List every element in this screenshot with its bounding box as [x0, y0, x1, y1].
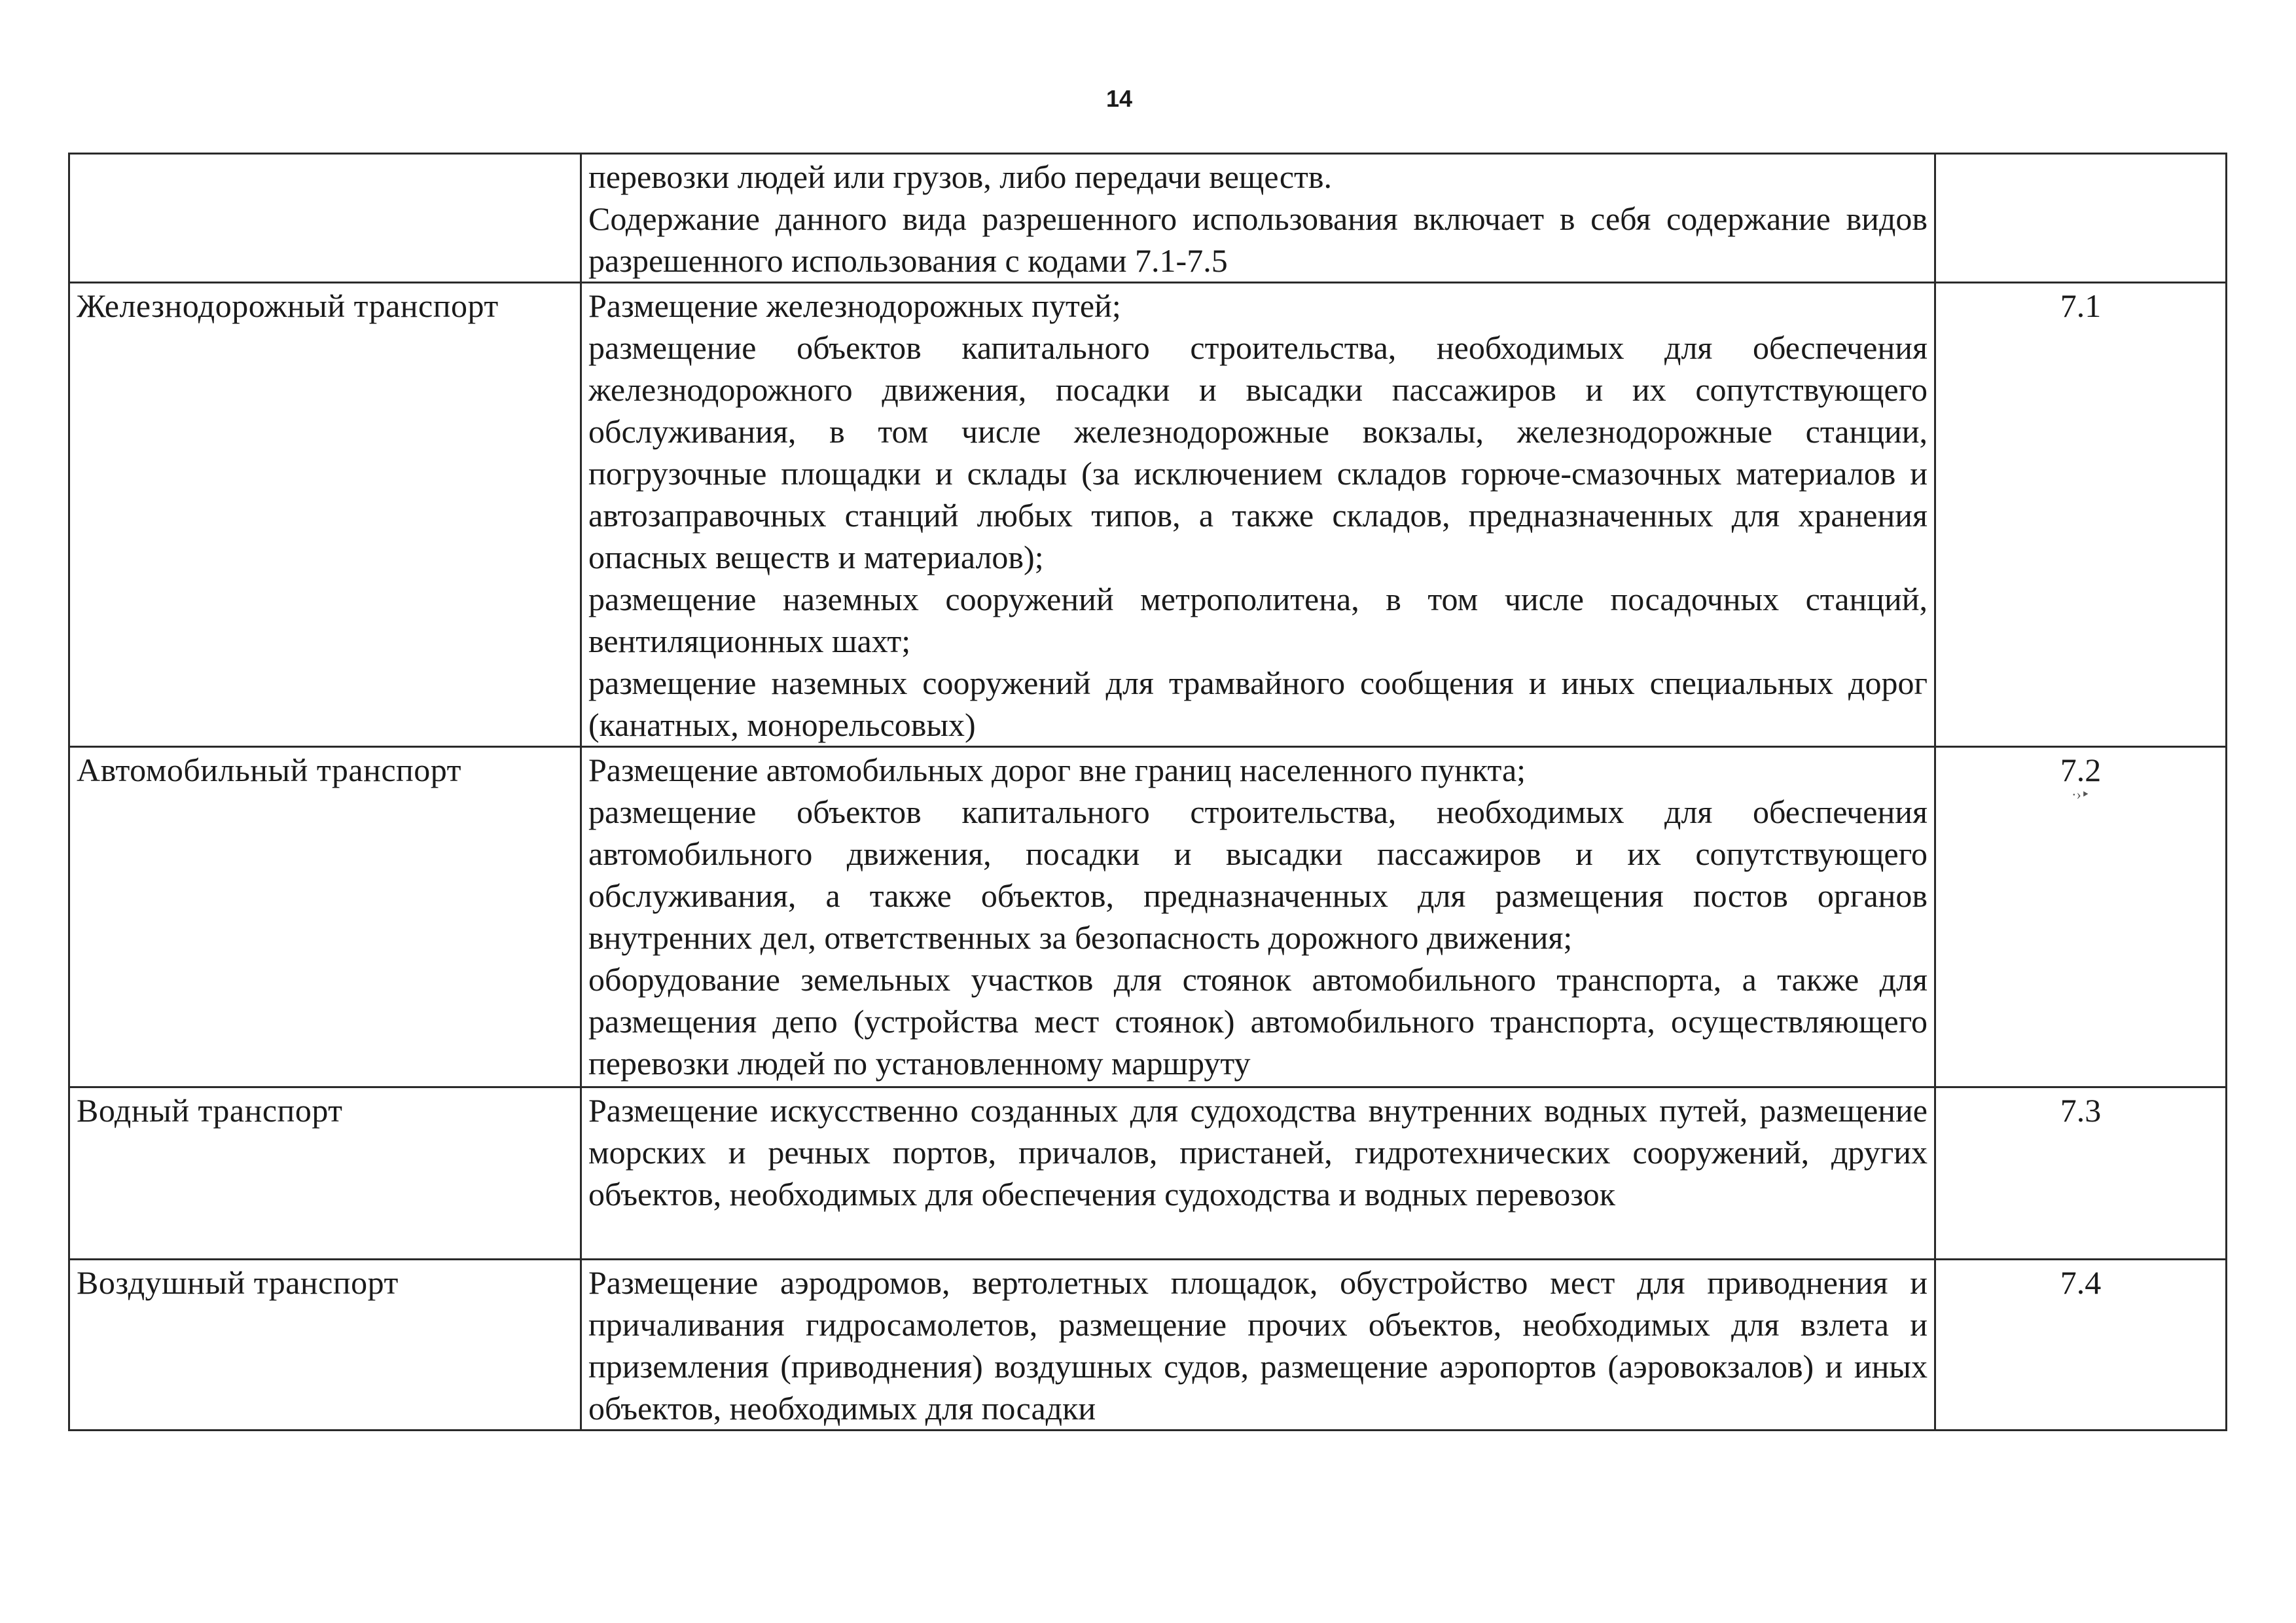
use-type-code: 7.3: [1935, 1087, 2227, 1260]
table-row: [69, 283, 2227, 747]
description-paragraph: размещение наземных сооружений метрополитена, в том числе посадочных станций, вентиляционных шахт;: [588, 581, 1928, 659]
use-type-description: [581, 747, 1935, 1087]
use-type-code-cell: [1935, 747, 2227, 1087]
description-paragraph: Размещение искусственно созданных для судоходства внутренних водных путей, размещение морских и речных портов, причалов, пристаней, гидротехнических сооружений, других объектов, необходимых для обеспечения судоходства и водных перевозок: [588, 1092, 1928, 1213]
use-type-name: Автомобильный транспорт: [69, 747, 581, 1087]
use-type-name: [69, 154, 581, 283]
table-row: [69, 1087, 2227, 1260]
use-type-code: [1935, 154, 2227, 283]
description-paragraph: Размещение железнодорожных путей;: [588, 287, 1121, 324]
table-row: [69, 154, 2227, 283]
use-type-code: 7.1: [1935, 283, 2227, 747]
use-type-name: Воздушный транспорт: [69, 1260, 581, 1431]
use-type-description: [581, 1087, 1935, 1260]
land-use-table: [68, 153, 2227, 1431]
description-paragraph: размещение объектов капитального строительства, необходимых для обеспечения железнодорожного движения, посадки и высадки пассажиров и их сопутствующего обслуживания, в том числе железнодорожные вокзалы, железнодорожные станции, погрузочные площадки и склады (за исключением складов горюче-смазочных материалов и автозаправочных станций любых типов, а также складов, предназначенных для хранения опасных веществ и материалов);: [588, 329, 1928, 575]
use-type-name: Железнодорожный транспорт: [69, 283, 581, 747]
use-type-description: [581, 154, 1935, 283]
use-type-description: [581, 1260, 1935, 1431]
use-type-code: 7.4: [1935, 1260, 2227, 1431]
description-paragraph: перевозки людей или грузов, либо передачи веществ.: [588, 158, 1333, 195]
description-paragraph: Содержание данного вида разрешенного использования включает в себя содержание видов разрешенного использования с кодами 7.1-7.5: [588, 200, 1928, 279]
scan-mark: ·›‣: [2072, 786, 2090, 803]
description-paragraph: размещение объектов капитального строительства, необходимых для обеспечения автомобильного движения, посадки и высадки пассажиров и их сопутствующего обслуживания, а также объектов, предназначенных для размещения постов органов внутренних дел, ответственных за безопасность дорожного движения;: [588, 793, 1928, 956]
use-type-name: Водный транспорт: [69, 1087, 581, 1260]
use-type-description: [581, 283, 1935, 747]
description-paragraph: Размещение автомобильных дорог вне границ населенного пункта;: [588, 752, 1526, 788]
page-number: 14: [1105, 85, 1133, 112]
description-paragraph: оборудование земельных участков для стоянок автомобильного транспорта, а также для размещения депо (устройства мест стоянок) автомобильного транспорта, осуществляющего перевозки людей по установленному маршруту: [588, 961, 1928, 1082]
description-paragraph: размещение наземных сооружений для трамвайного сообщения и иных специальных дорог (канатных, монорельсовых): [588, 665, 1928, 743]
description-paragraph: Размещение аэродромов, вертолетных площадок, обустройство мест для приводнения и причаливания гидросамолетов, размещение прочих объектов, необходимых для взлета и приземления (приводнения) воздушных судов, размещение аэропортов (аэровокзалов) и иных объектов, необходимых для посадки: [588, 1264, 1928, 1427]
table-row: [69, 1260, 2227, 1431]
table-row: [69, 747, 2227, 1087]
use-type-code: 7.2: [2060, 752, 2102, 788]
